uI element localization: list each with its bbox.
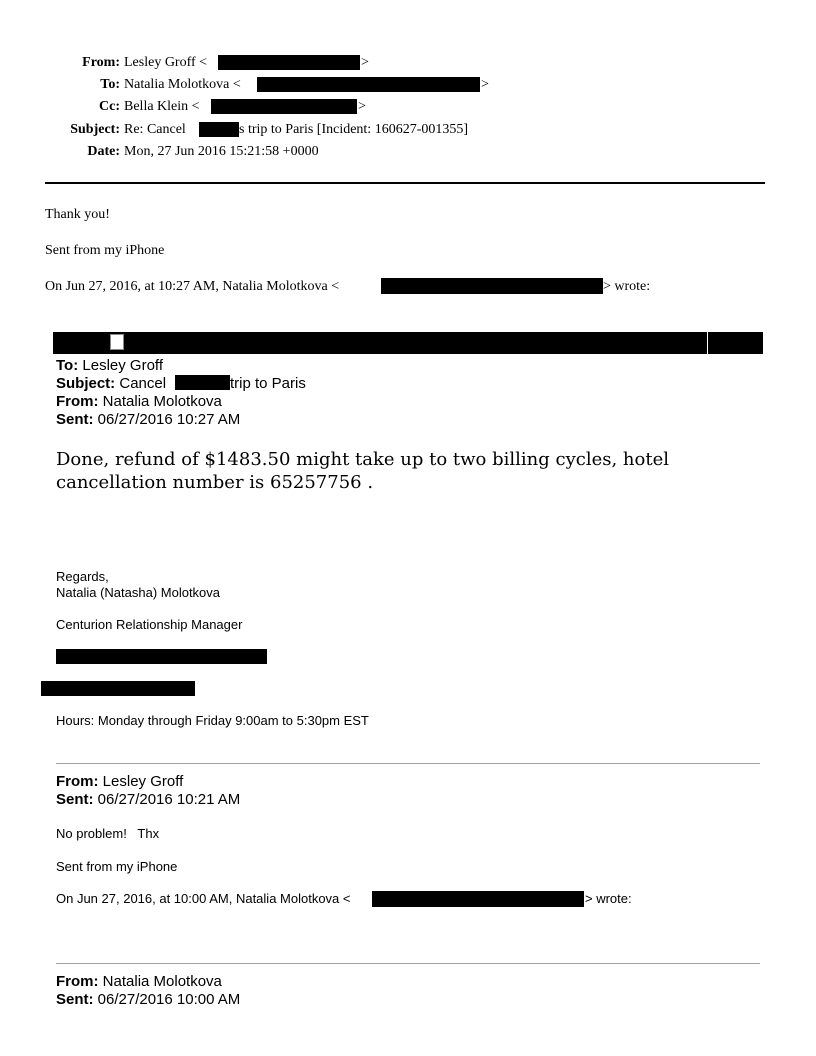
redaction-box (199, 122, 239, 137)
message2-quote-end: > wrote: (585, 891, 632, 906)
signature-title: Centurion Relationship Manager (56, 617, 243, 632)
message2-line: No problem! Thx (56, 826, 160, 841)
redaction-box (218, 55, 360, 70)
message2-quote-intro: On Jun 27, 2016, at 10:00 AM, Natalia Molotkova < (56, 891, 351, 906)
redacted-banner (53, 332, 763, 354)
subject-value-b: s trip to Paris [Incident: 160627-001355] (239, 122, 469, 137)
to-close: > (481, 77, 489, 92)
date-label: Date: (87, 144, 120, 159)
signature-name: Natalia (Natasha) Molotkova (56, 585, 221, 600)
header-divider (45, 182, 765, 184)
message1-sent: Sent: 06/27/2016 10:27 AM (56, 411, 241, 428)
message-divider (56, 763, 760, 764)
message2-from: From: Lesley Groff (56, 773, 184, 790)
broken-image-icon (110, 334, 124, 350)
to-label: To: (100, 77, 120, 92)
message2-signature: Sent from my iPhone (56, 859, 178, 874)
redaction-box (175, 375, 230, 390)
cc-close: > (358, 99, 366, 114)
redaction-box (257, 77, 480, 92)
from-label: From: (82, 55, 120, 70)
signature-hours: Hours: Monday through Friday 9:00am to 5:30pm EST (56, 713, 369, 728)
to-value: Natalia Molotkova < (124, 77, 241, 92)
banner-divider (707, 332, 708, 354)
reply-signature: Sent from my iPhone (45, 243, 165, 258)
message-divider (56, 963, 760, 964)
subject-value-a: Re: Cancel (124, 122, 186, 137)
message3-sent: Sent: 06/27/2016 10:00 AM (56, 991, 241, 1008)
message3-from: From: Natalia Molotkova (56, 973, 222, 990)
regards: Regards, (56, 569, 109, 584)
message1-subject-b: trip to Paris (230, 375, 306, 392)
cc-value: Bella Klein < (124, 99, 200, 114)
from-value: Lesley Groff < (124, 55, 208, 70)
redaction-box (372, 891, 584, 907)
message1-from: From: Natalia Molotkova (56, 393, 222, 410)
message2-sent: Sent: 06/27/2016 10:21 AM (56, 791, 241, 808)
message1-to: To: Lesley Groff (56, 357, 163, 374)
redaction-box (41, 681, 195, 696)
redaction-box (211, 99, 357, 114)
cc-label: Cc: (99, 99, 120, 114)
quote-intro: On Jun 27, 2016, at 10:27 AM, Natalia Molotkova < (45, 279, 340, 294)
redaction-box (56, 649, 267, 664)
date-value: Mon, 27 Jun 2016 15:21:58 +0000 (124, 144, 319, 159)
subject-label: Subject: (70, 122, 120, 137)
from-close: > (361, 55, 369, 70)
reply-line: Thank you! (45, 207, 110, 222)
message1-subject: Subject: Cancel (56, 375, 167, 392)
redaction-box (381, 278, 603, 294)
message1-body: Done, refund of $1483.50 might take up to two billing cycles, hotel cancellation number is 65257756 . (56, 449, 669, 493)
quote-end: > wrote: (603, 279, 651, 294)
